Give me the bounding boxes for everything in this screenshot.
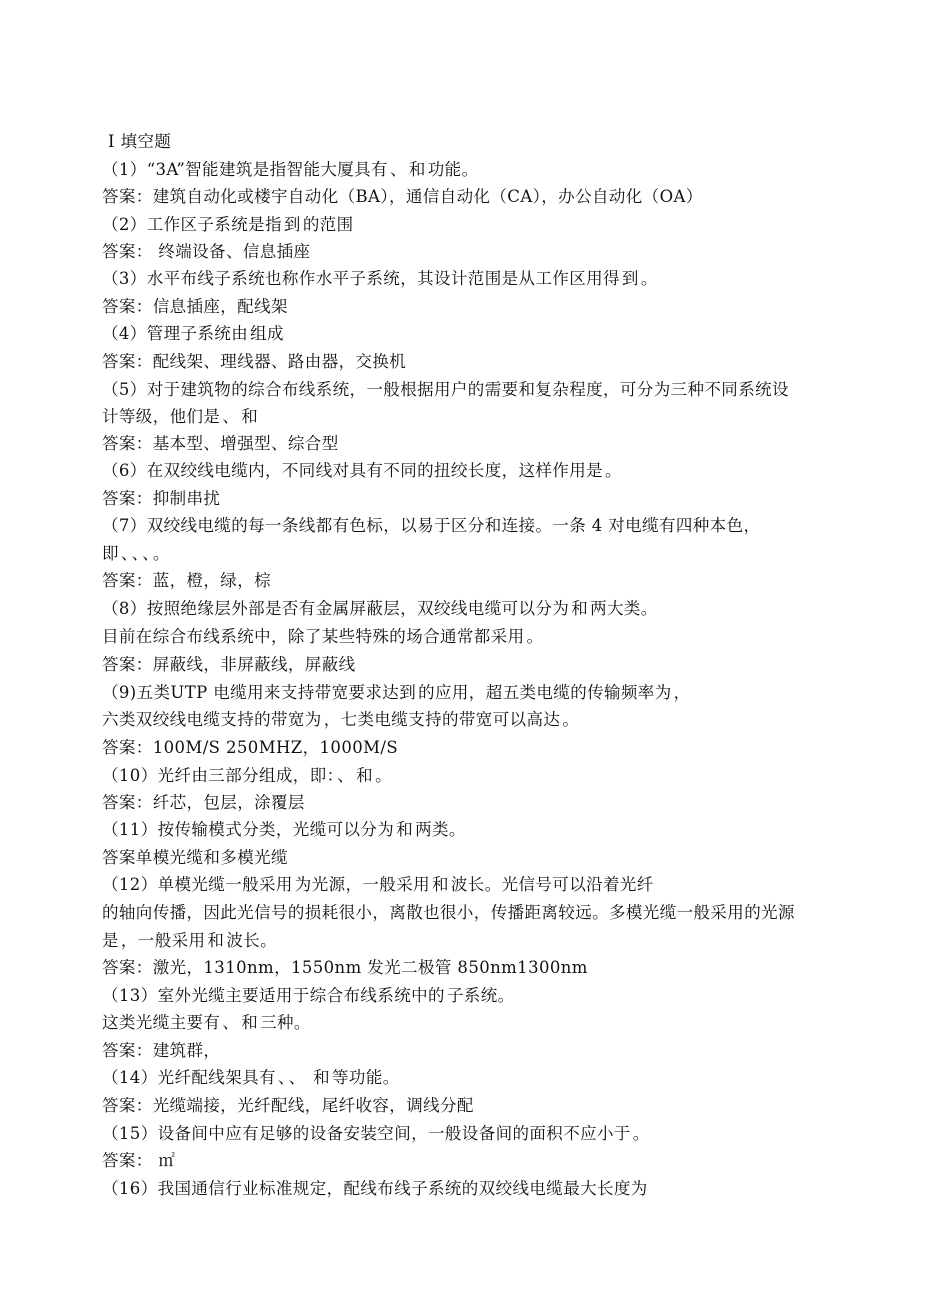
question-12-line-1 (102, 875, 862, 897)
question-7-line-1 (102, 516, 862, 538)
answer-text: 答案：光缆端接，光纤配线，尾纤收容，调线分配 (102, 1096, 474, 1115)
question-12-line-3 (102, 931, 862, 953)
q6-text: （6）在双绞线电缆内，不同线对具有不同的扭绞长度，这样作用是 (102, 461, 603, 480)
q7-sep: 、 (120, 544, 130, 563)
q13-end: 三种。 (260, 1013, 311, 1032)
q8-text: 两大类。 (590, 599, 658, 618)
q12-sep: 和 (207, 931, 225, 950)
q3-sep: 到 (621, 269, 639, 288)
answer-text: 答案：抑制串扰 (102, 489, 221, 508)
q12-sep: 和 (432, 875, 449, 894)
q5-sep: 和 (241, 407, 259, 426)
answer-8 (102, 655, 862, 677)
q11-sep: 和 (396, 820, 414, 839)
q7-text: 即 (102, 544, 119, 563)
question-14 (102, 1068, 862, 1090)
question-1 (102, 160, 862, 182)
question-9-line-2 (102, 710, 862, 732)
q1-end: 功能。 (427, 160, 479, 179)
q4-text: （4）管理子系统由 (102, 324, 249, 343)
q12-text: 的轴向传播，因此光信号的损耗很小，离散也很小，传播距离较远。多模光缆一般采用的光源 (102, 903, 795, 922)
question-8-line-2 (102, 627, 862, 649)
answer-5 (102, 434, 862, 456)
question-6 (102, 461, 862, 483)
q1-sep: 、 (389, 160, 407, 179)
q14-text: （14）光纤配线架具有 (102, 1068, 276, 1087)
answer-2 (102, 242, 862, 264)
q2-end: 的范围 (302, 215, 354, 234)
q8-text: 目前在综合布线系统中，除了某些特殊的场合通常都采用 (102, 627, 525, 646)
question-7-line-2 (102, 544, 862, 566)
q2-text: （2）工作区子系统是指 (102, 215, 282, 234)
q12-text: ，一般采用 (120, 931, 206, 950)
q13-sep: 、 (222, 1013, 240, 1032)
question-5-line-2 (102, 407, 862, 429)
answer-text: 答案：蓝，橙，绿，棕 (102, 571, 271, 590)
answer-1 (102, 187, 862, 209)
q11-end: 两类。 (415, 820, 466, 839)
answer-3 (102, 297, 862, 319)
answer-4 (102, 352, 862, 374)
q8-sep: 和 (571, 599, 589, 618)
question-8-line-1 (102, 599, 862, 621)
q9-end: 。 (562, 710, 580, 729)
q8-end: 。 (526, 627, 544, 646)
q12-text: 为光源，一般采用 (294, 875, 430, 894)
q7-text: （7）双绞线电缆的每一条线都有色标，以易于区分和连接。一条 4 对电缆有四种本色， (102, 516, 761, 535)
q2-sep: 到 (283, 215, 301, 234)
answer-text: 答案：100M/S 250MHZ，1000M/S (102, 738, 399, 757)
q10-text: （10）光纤由三部分组成，即： (102, 766, 336, 785)
answer-text: 答案： ㎡ (102, 1151, 176, 1170)
q9-text: 的应用，超五类电缆的传输频率为 (418, 683, 672, 702)
q14-sep: 、 (288, 1068, 306, 1087)
q11-text: （11）按传输模式分类，光缆可以分为 (102, 820, 395, 839)
answer-text: 答案：屏蔽线，非屏蔽线，屏蔽线 (102, 655, 356, 674)
answer-text: 答案：激光，1310nm，1550nm 发光二极管 850nm1300nm (102, 958, 588, 977)
q15-text: （15）设备间中应有足够的设备安装空间，一般设备间的面积不应小于 (102, 1124, 631, 1143)
answer-text: 答案：基本型、增强型、综合型 (102, 434, 339, 453)
q7-sep: 、 (142, 544, 151, 563)
question-3 (102, 269, 862, 291)
q12-text: 波长。光信号可以沿着光纤 (450, 875, 654, 894)
answer-15 (102, 1151, 862, 1173)
answer-text: 答案：建筑群， (102, 1041, 221, 1060)
answer-9 (102, 738, 862, 760)
answer-text: 答案单模光缆和多模光缆 (102, 848, 288, 867)
answer-13 (102, 1041, 862, 1063)
q4-end: 组成 (250, 324, 284, 343)
answer-text: 答案：建筑自动化或楼宇自动化（BA），通信自动化（CA），办公自动化（OA） (102, 187, 703, 206)
answer-12 (102, 958, 862, 980)
section-title-text: Ⅰ 填空题 (108, 132, 172, 151)
q13-text: （13）室外光缆主要适用于综合布线系统中的 (102, 986, 445, 1005)
q9-text: ，七类电缆支持的带宽可以高达 (323, 710, 561, 729)
question-4 (102, 324, 862, 346)
question-13-line-1 (102, 986, 862, 1008)
answer-text: 答案：信息插座，配线架 (102, 297, 288, 316)
q14-end: 等功能。 (332, 1068, 400, 1087)
q5-text: （5）对于建筑物的综合布线系统，一般根据用户的需要和复杂程度，可分为三种不同系统设 (102, 380, 789, 399)
q5-text: 计等级，他们是 (102, 407, 221, 426)
answer-text: 答案：配线架、理线器、路由器，交换机 (102, 352, 407, 371)
answer-text: 答案：纤芯，包层，涂覆层 (102, 793, 305, 812)
answer-14 (102, 1096, 862, 1118)
q15-end: 。 (632, 1124, 650, 1143)
q5-sep: 、 (222, 407, 240, 426)
question-16 (102, 1179, 862, 1201)
answer-text: 答案： 终端设备、信息插座 (102, 242, 311, 261)
q16-text: （16）我国通信行业标准规定，配线布线子系统的双绞线电缆最大长度为 (102, 1179, 648, 1198)
q8-text: （8）按照绝缘层外部是否有金属屏蔽层，双绞线电缆可以分为 (102, 599, 570, 618)
q14-sep: 和 (307, 1068, 331, 1087)
question-12-line-2 (102, 903, 862, 925)
answer-6 (102, 489, 862, 511)
q12-end: 波长。 (226, 931, 278, 950)
q1-sep: 和 (408, 160, 426, 179)
question-11 (102, 820, 862, 842)
q9-sep: ， (673, 683, 691, 702)
q13-end: 子系统。 (446, 986, 515, 1005)
question-10 (102, 766, 862, 788)
q14-sep: 、 (277, 1068, 287, 1087)
q9-text: （9)五类UTP 电缆用来支持带宽要求达到 (102, 683, 417, 702)
question-2 (102, 215, 862, 237)
q7-end: 。 (152, 544, 170, 563)
q3-end: 。 (640, 269, 658, 288)
question-13-line-2 (102, 1013, 862, 1035)
q10-end: 。 (375, 766, 392, 785)
q3-text: （3）水平布线子系统也称作水平子系统，其设计范围是从工作区用得 (102, 269, 620, 288)
answer-7 (102, 571, 862, 593)
q9-text: 六类双绞线电缆支持的带宽为 (102, 710, 322, 729)
q12-text: 是 (102, 931, 119, 950)
section-title (108, 132, 862, 154)
q1-text: （1）“3A”智能建筑是指智能大厦具有 (102, 160, 388, 179)
q6-end: 。 (605, 461, 622, 480)
q10-sep: 和 (356, 766, 374, 785)
q12-text: （12）单模光缆一般采用 (102, 875, 293, 894)
q7-sep: 、 (131, 544, 141, 563)
answer-10 (102, 793, 862, 815)
q10-sep: 、 (337, 766, 355, 785)
question-5-line-1 (102, 380, 862, 402)
question-9-line-1 (102, 683, 862, 705)
q13-text: 这类光缆主要有 (102, 1013, 221, 1032)
answer-11 (102, 848, 862, 870)
question-15 (102, 1124, 862, 1146)
q13-sep: 和 (241, 1013, 259, 1032)
